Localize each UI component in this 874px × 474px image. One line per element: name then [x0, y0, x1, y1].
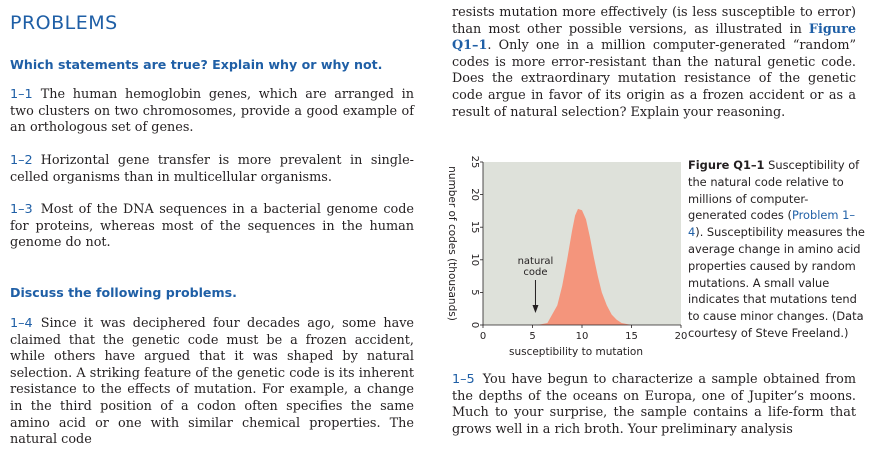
problem-number: 1–5 — [452, 372, 475, 387]
subheading-true-false: Which statements are true? Explain why or why not. — [10, 57, 383, 72]
problem-number: 1–1 — [10, 87, 33, 102]
problem-1-4-continued — [452, 5, 856, 121]
figure-reference: Figure Q1–1 — [452, 21, 856, 54]
problem-text: Since it was deciphered four decades ago, some have claimed that the genetic code must be a frozen accident, while others have argued that it was shaped by natural selection. A striking feature of the genetic code is its inherent resistance to the effects of mutation. For example, a change in the third position of a codon often specifies the same amino acid or one with similar chemical properties. The natural code — [10, 316, 414, 448]
y-axis-label: number of codes (thousands) — [446, 166, 458, 321]
x-tick-label: 20 — [674, 331, 688, 342]
y-tick-label: 15 — [469, 220, 480, 234]
problem-number: 1–3 — [10, 202, 33, 217]
annotation-natural-code: code — [523, 267, 548, 278]
problem-1-3 — [10, 202, 414, 252]
x-tick-label: 10 — [575, 331, 589, 342]
continued-text: . Only one in a million computer-generated “random” codes is more error-resistant than the natural genetic code. Does the extraordinary mutation resistance of the genetic code argue in favor of its origin as a frozen accident or as a result of natural selection? Explain your reasoning. — [452, 38, 856, 120]
caption-problem-reference: Problem 1–4 — [688, 208, 856, 240]
figure-caption — [688, 157, 866, 342]
y-tick-label: 5 — [469, 289, 480, 296]
section-heading: PROBLEMS — [10, 12, 118, 34]
x-tick-label: 0 — [479, 331, 487, 342]
caption-text: Susceptibility of the natural code relative to millions of computer-generated codes ( — [688, 158, 860, 223]
y-tick-label: 10 — [469, 253, 480, 267]
problem-number: 1–4 — [10, 316, 33, 331]
problem-text: Most of the DNA sequences in a bacterial genome code for proteins, whereas most of the sequences in the human genome do not. — [10, 202, 414, 251]
x-axis-label: susceptibility to mutation — [508, 346, 644, 358]
problem-1-1 — [10, 87, 414, 137]
caption-text: ). Susceptibility measures the average change in amino acid properties caused by random mutations. A small value indicates that mutations tend to cause minor changes. (Data courtesy of Steve Freeland.) — [688, 225, 865, 340]
y-tick-label: 0 — [469, 321, 480, 329]
caption-title: Figure Q1–1 — [688, 158, 765, 172]
y-tick-label: 25 — [469, 155, 480, 169]
problem-number: 1–2 — [10, 153, 33, 168]
problem-1-4 — [10, 316, 414, 449]
annotation-natural-code: natural — [517, 256, 554, 267]
figure-q1-1-chart — [438, 152, 688, 362]
x-tick-label: 15 — [625, 331, 638, 342]
problem-1-5 — [452, 372, 856, 438]
continued-text: resists mutation more effectively (is less susceptible to error) than most other possible versions, as illustrated in — [452, 5, 856, 37]
subheading-discuss: Discuss the following problems. — [10, 285, 237, 300]
problem-text: You have begun to characterize a sample obtained from the depths of the oceans on Europa, one of Jupiter’s moons. Much to your surprise, the sample contains a life-form that grows well in a rich broth. Your preliminary analysis — [452, 372, 856, 437]
problem-1-2 — [10, 153, 414, 186]
y-tick-label: 20 — [469, 188, 480, 201]
x-tick-label: 5 — [529, 331, 536, 342]
problem-text: The human hemoglobin genes, which are arranged in two clusters on two chromosomes, provide a good example of an orthologous set of genes. — [10, 87, 414, 136]
problem-text: Horizontal gene transfer is more prevalent in single-celled organisms than in multicellular organisms. — [10, 153, 414, 185]
